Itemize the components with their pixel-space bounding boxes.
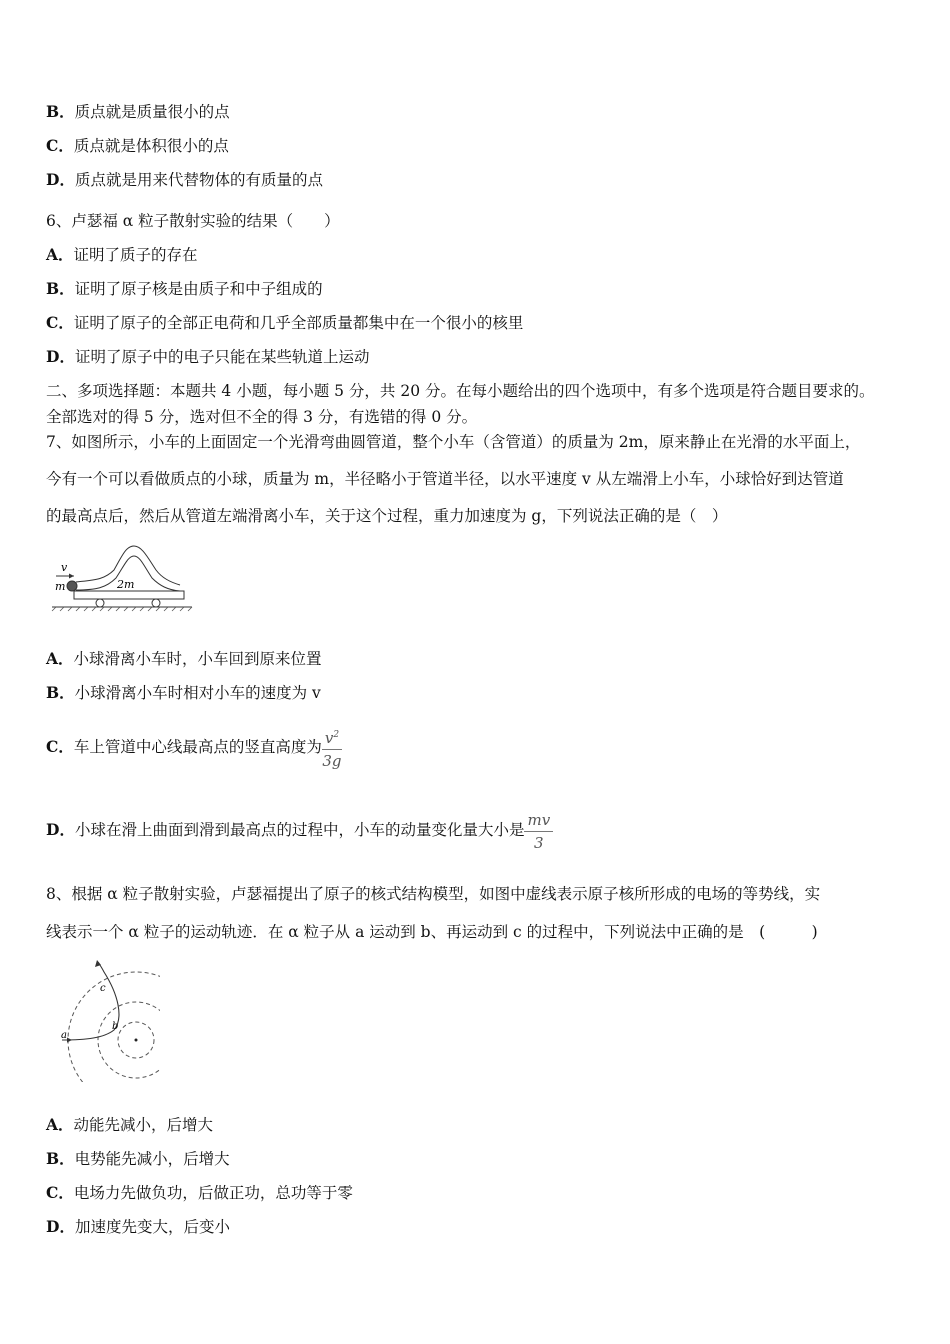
q7-cart-figure xyxy=(44,540,194,612)
q7-option-b: B．小球滑离小车时相对小车的速度为 v xyxy=(46,683,321,702)
label-v: v xyxy=(61,561,68,574)
alpha-trajectory xyxy=(62,962,119,1040)
q8-option-a: A．动能先减小，后增大 xyxy=(46,1115,214,1134)
label-2m: 2m xyxy=(117,578,135,591)
label-m: m xyxy=(55,580,66,593)
q5-option-b: B．质点就是质量很小的点 xyxy=(46,102,230,121)
section2-line1: 二、多项选择题：本题共 4 小题，每小题 5 分，共 20 分。在每小题给出的四个选项中，有多个选项是符合题目要求的。 xyxy=(46,382,875,400)
fraction-v2-over-3g: $\frac{v^2}{3g}$ xyxy=(322,726,342,770)
q8-option-d: D．加速度先变大，后变小 xyxy=(46,1217,230,1236)
q7-stem-line2: 今有一个可以看做质点的小球，质量为 m，半径略小于管道半径，以水平速度 v 从左端滑上小车，小球恰好到达管道 xyxy=(46,470,844,488)
cart-body xyxy=(74,591,184,599)
q7-option-a: A．小球滑离小车时，小车回到原来位置 xyxy=(46,649,322,668)
q6-option-b: B．证明了原子核是由质子和中子组成的 xyxy=(46,279,323,298)
q7-stem-line1: 7、如图所示，小车的上面固定一个光滑弯曲圆管道，整个小车（含管道）的质量为 2m，原来静止在光滑的水平面上， xyxy=(46,433,861,451)
cart-wheel-right xyxy=(152,599,160,607)
q6-option-a: A．证明了质子的存在 xyxy=(46,245,198,264)
section2-line2: 全部选对的得 5 分，选对但不全的得 3 分，有选错的得 0 分。 xyxy=(46,408,478,426)
cart-wheel-left xyxy=(96,599,104,607)
entry-arrowhead xyxy=(67,1038,72,1043)
ground-hatch xyxy=(52,607,192,611)
q8-option-b: B．电势能先减小，后增大 xyxy=(46,1149,230,1168)
q6-stem: 6、卢瑟福 α 粒子散射实验的结果（ ） xyxy=(46,212,340,230)
q5-option-c: C．质点就是体积很小的点 xyxy=(46,136,229,155)
ball xyxy=(67,581,77,591)
fraction-mv-over-3: $\frac{mv}{3}$ xyxy=(524,811,553,852)
velocity-arrowhead xyxy=(69,574,74,579)
label-b: b xyxy=(112,1021,119,1032)
q8-stem-line2: 线表示一个 α 粒子的运动轨迹．在 α 粒子从 a 运动到 b、再运动到 c 的过程中，下列说法中正确的是 ( ) xyxy=(46,923,818,941)
nucleus xyxy=(135,1039,138,1042)
q7-option-c: C．车上管道中心线最高点的竖直高度为 $\frac{v^2}{3g}$ xyxy=(46,722,342,772)
q7-option-d: D．小球在滑上曲面到滑到最高点的过程中，小车的动量变化量大小是 $\frac{mv}{3}$ xyxy=(46,805,553,855)
q6-option-d: D．证明了原子中的电子只能在某些轨道上运动 xyxy=(46,347,370,366)
equipotential-middle xyxy=(98,1002,168,1078)
label-c: c xyxy=(100,983,106,994)
q8-stem-line1: 8、根据 α 粒子散射实验，卢瑟福提出了原子的核式结构模型，如图中虚线表示原子核所形成的电场的等势线，实 xyxy=(46,885,821,903)
q8-option-c: C．电场力先做负功，后做正功，总功等于零 xyxy=(46,1183,353,1202)
q6-option-c: C．证明了原子的全部正电荷和几乎全部质量都集中在一个很小的核里 xyxy=(46,313,524,332)
q8-scattering-figure xyxy=(56,954,168,1082)
q5-option-d: D．质点就是用来代替物体的有质量的点 xyxy=(46,170,323,189)
label-a: a xyxy=(61,1030,67,1041)
q7-stem-line3: 的最高点后，然后从管道左端滑离小车，关于这个过程，重力加速度为 g，下列说法正确的是（ ） xyxy=(46,507,728,525)
